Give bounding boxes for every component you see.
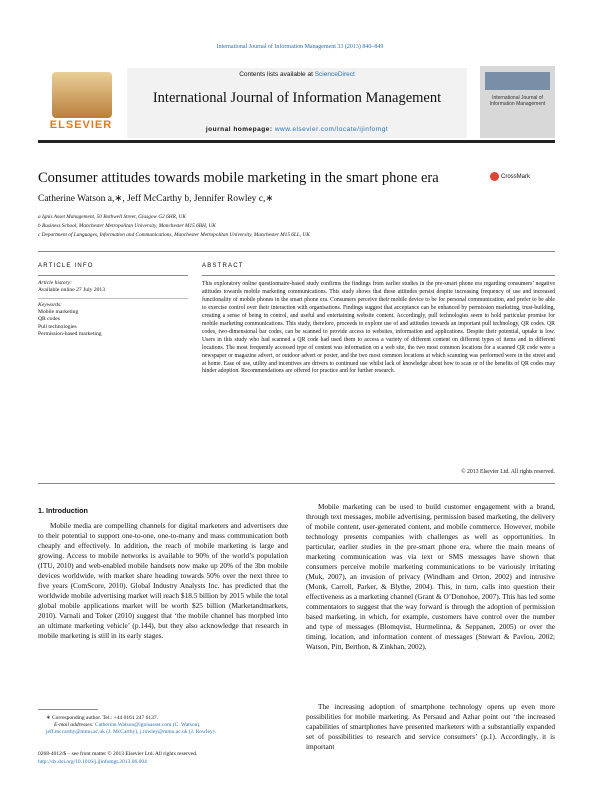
history-label: Article history: — [38, 280, 73, 286]
journal-reference[interactable]: International Journal of Information Management 33 (2013) 840–849 — [216, 44, 384, 50]
tree-icon — [52, 72, 112, 118]
sciencedirect-link[interactable]: ScienceDirect — [314, 71, 355, 78]
journal-title: International Journal of Information Management — [152, 90, 442, 106]
authors: Catherine Watson a,∗, Jeff McCarthy b, Jennifer Rowley c,∗ — [38, 194, 274, 204]
homepage-prefix: journal homepage: — [205, 126, 275, 133]
affiliation-a: a Ignis Asset Management, 50 Bothwell Street, Glasgow G2 6HR, UK — [38, 214, 186, 220]
info-rule — [38, 275, 188, 276]
article-info-heading: ARTICLE INFO — [38, 263, 94, 269]
cover-band — [485, 72, 550, 90]
publisher-name: ELSEVIER — [49, 119, 113, 131]
footnote-rule — [38, 709, 98, 710]
keyword: Permission-based marketing — [38, 330, 102, 337]
history-text: Available online 27 July 2013 — [38, 287, 106, 294]
affiliation-c: c Department of Languages, Information and Communications, Manchester Metropolitan University, Manchester M15 6LL, UK — [38, 232, 310, 238]
email-watson[interactable]: Catherine.Watson@ignisasset.com (C. Watson), — [95, 722, 201, 728]
keyword: Pull technologies — [38, 323, 77, 330]
email-others[interactable]: jeff.mccarthy@mmu.ac.uk (J. McCarthy), j.rowley@mmu.ac.uk (J. Rowley). — [46, 729, 216, 735]
abstract-rule — [202, 275, 555, 276]
email-label: E-mail addresses: — [54, 722, 94, 728]
keyword: QR codes — [38, 316, 60, 323]
abstract-text: This exploratory online questionnaire-based study confirms the findings from earlier studies in the pre-smart phone era regarding consumers’ negative attitudes towards mobile marketing communications. This study shows that these attitudes persist despite increasing frequency of use and increased functionality of mobile phones in the smart phone era. Consumers perceive their mobile device to be for personal communication, and prefer to be able to exercise control over their interaction with organisations. Findings suggest that acceptance can be enhanced by permission marketing, trust-building, creating a sense of being in control, and useful and entertaining website content. Accordingly, pull technologies seem to hold particular promise for mobile marketing communications. This study, therefore, proceeds to explore use of and attitudes towards an important pull technology, QR codes. QR codes, two-dimensional bar codes, can be scanned to provide access to websites, information and applications. Despite their potential, uptake is low. Users in this study who had scanned a QR code had used them to access a variety of different content on different types of items and in different locations. The most frequently accessed type of content was information on a web site, the two most common locations for a scanned QR code were a newspaper or magazine advert, or outdoor advert or poster, and the two most common locations at which scanning was performed were in the street and at home. Ease of use, utility and incentives are drivers to continued use whilst lack of knowledge about how to scan or of the benefits of QR codes may hinder adoption. Recommendations are offered for practice and for further research. — [202, 281, 555, 375]
footnotes — [38, 715, 288, 736]
abstract-heading: ABSTRACT — [202, 263, 244, 269]
intro-paragraph-right-2: The increasing adoption of smartphone technology opens up even more possibilities for mobile marketing. As Persaud and Azhar point out ‘the increased capabilities of smartphones have presented marketers with a substantially expanded set of possibilities to research and service consumers’ (p.1). Accordingly, it is important — [306, 702, 555, 751]
article-history — [38, 280, 188, 294]
homepage-link[interactable]: www.elsevier.com/locate/ijinfomgt — [274, 126, 389, 133]
crossmark-badge[interactable] — [490, 172, 560, 186]
info-rule-2 — [38, 298, 188, 299]
intro-paragraph-right-1: Mobile marketing can be used to build customer engagement with a brand, through text messages, mobile advertising, permission based marketing, the delivery of mobile content, user-generated content, and mobile commerce. However, mobile technology presents companies with challenges as well as opportunities. In particular, earlier studies in the pre-smart phone era, where the main means of marketing communication was via text or SMS messages have shown that consumers perceive mobile marketing communications to be variously irritating (Muk, 2007), an invasion of privacy (Windham and Orton, 2002) and intrusive (Monk, Carroll, Parker, & Blythe, 2004). This, in turn, calls into question their effectiveness as a marketing channel (Grant & O’Donohoe, 2007). This has led some commentators to suggest that the way forward is through the adoption of permission based marketing, in which, for example, customers have control over the number and type of messages (Blomqvist, Hurmelinna, & Seppanen, 2005) or over the timing, location, and information content of messages (Stewart & Pavlou, 2002; Watson, Pitt, Berthon, & Zinkhan, 2002). — [306, 502, 555, 651]
contents-line — [127, 71, 467, 78]
affiliation-rule — [38, 251, 555, 252]
affiliation-b: b Business School, Manchester Metropolitan University, Manchester M15 6BH, UK — [38, 223, 216, 229]
header-rule — [38, 140, 555, 143]
corresponding-author: ∗ Corresponding author. Tel.: +44 0161 247 6137. — [46, 715, 159, 721]
intro-paragraph-left: Mobile media are compelling channels for digital marketers and advertisers due to their potential to support one-to-one, one-to-many and mass communication both cheaply and effectively. In addition, the reach of mobile marketing is large and growing. Access to mobile networks is available to 90% of the world’s population (ITU, 2010) and web-enabled mobile handsets now make up 20% of the 3bn mobile devices worldwide, with market share heading towards 50% over the next three to five years (ComScore, 2010). Global Industry Analysts Inc. has predicted that the worldwide mobile advertising market will reach $18.5 billion by 2015 while the total global mobile applications market will be worth $25 billion (Marketandmarkets, 2010). Varnali and Toker (2010) suggest that ‘the mobile channel has morphed into an ultimate marketing vehicle’ (p.144), but they also acknowledge that research in mobile marketing is still in its early stages. — [38, 521, 288, 640]
crossmark-icon — [490, 172, 499, 181]
copyright: © 2013 Elsevier Ltd. All rights reserved. — [461, 469, 555, 475]
cover-title: International Journal of Information Management — [489, 95, 546, 107]
homepage-line — [127, 126, 467, 133]
issn-line: 0268-4012/$ – see front matter © 2013 Elsevier Ltd. All rights reserved. — [38, 751, 198, 757]
section-heading: 1. Introduction — [38, 506, 88, 515]
keyword: Mobile marketing — [38, 309, 79, 316]
doi-link[interactable]: http://dx.doi.org/10.1016/j.ijinfomgt.2013.06.004 — [38, 759, 147, 765]
crossmark-label: CrossMark — [501, 174, 531, 181]
contents-prefix: Contents lists available at — [239, 71, 315, 78]
abstract-bottom-rule — [38, 483, 555, 484]
keywords-block — [38, 302, 188, 338]
article-title: Consumer attitudes towards mobile marketing in the smart phone era — [38, 170, 439, 186]
keywords-label: Keywords: — [38, 302, 63, 308]
